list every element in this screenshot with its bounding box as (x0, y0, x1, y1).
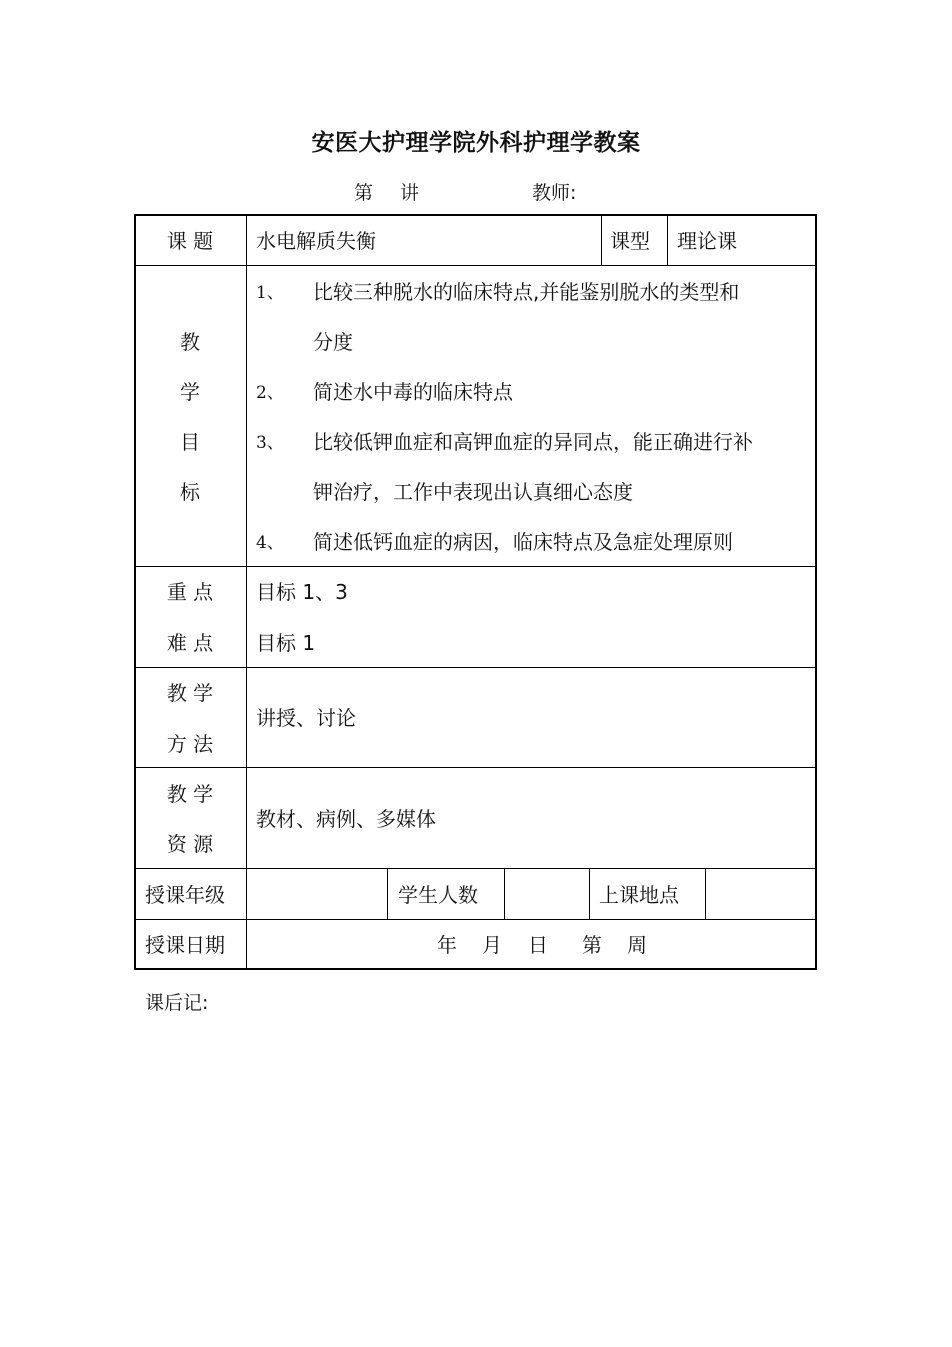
date-week-second: 周 (627, 933, 647, 957)
course-type-label: 课型 (610, 229, 650, 253)
lecture-label-first: 第 (354, 182, 374, 204)
course-type-value: 理论课 (677, 229, 737, 253)
objective-text: 简述水中毒的临床特点 (313, 380, 513, 404)
date-day: 日 (528, 933, 548, 957)
column-divider (667, 214, 668, 266)
grade-label: 授课年级 (145, 883, 225, 907)
key-points-label: 重 点 (166, 580, 214, 604)
row-divider (134, 265, 817, 266)
column-divider (387, 868, 388, 920)
teacher-label: 教师: (532, 182, 577, 204)
row-divider (134, 919, 817, 920)
location-label: 上课地点 (599, 883, 679, 907)
lecture-label-second: 讲 (400, 182, 420, 204)
objectives-label-char: 教 (180, 330, 200, 354)
students-label: 学生人数 (398, 883, 478, 907)
methods-label: 方 法 (166, 732, 214, 756)
date-label: 授课日期 (145, 933, 225, 957)
methods-label: 教 学 (166, 681, 214, 705)
resources-value: 教材、病例、多媒体 (256, 807, 436, 831)
objective-number: 2、 (256, 383, 284, 403)
objective-number: 1、 (256, 283, 284, 303)
after-class-notes-label: 课后记: (145, 992, 209, 1014)
column-divider (601, 214, 602, 266)
objectives-label-char: 学 (180, 380, 200, 404)
row-divider (134, 667, 817, 668)
difficulties-value: 目标 1 (256, 631, 316, 655)
difficulties-label: 难 点 (166, 631, 214, 655)
column-divider (705, 868, 706, 920)
objective-text: 简述低钙血症的病因，临床特点及急症处理原则 (313, 530, 733, 554)
column-divider (589, 868, 590, 920)
objective-text: 比较低钾血症和高钾血症的异同点，能正确进行补 (313, 430, 753, 454)
resources-label: 资 源 (166, 832, 214, 856)
row-divider (134, 566, 817, 567)
date-week-first: 第 (582, 933, 602, 957)
row-divider (134, 767, 817, 768)
topic-value: 水电解质失衡 (256, 229, 376, 253)
topic-label: 课 题 (166, 229, 214, 253)
key-points-value: 目标 1、3 (256, 580, 348, 604)
objective-text: 钾治疗，工作中表现出认真细心态度 (313, 480, 633, 504)
methods-value: 讲授、讨论 (256, 706, 356, 730)
date-month: 月 (482, 933, 502, 957)
objective-number: 4、 (256, 533, 284, 553)
row-divider (134, 868, 817, 869)
page-title: 安医大护理学院外科护理学教案 (311, 130, 641, 156)
date-year: 年 (437, 933, 457, 957)
objective-text: 比较三种脱水的临床特点,并能鉴别脱水的类型和 (313, 280, 740, 304)
objective-text: 分度 (313, 330, 353, 354)
column-divider (504, 868, 505, 920)
resources-label: 教 学 (166, 782, 214, 806)
objective-number: 3、 (256, 433, 284, 453)
objectives-label-char: 标 (180, 480, 200, 504)
objectives-label-char: 目 (180, 430, 200, 454)
column-divider (246, 214, 247, 970)
